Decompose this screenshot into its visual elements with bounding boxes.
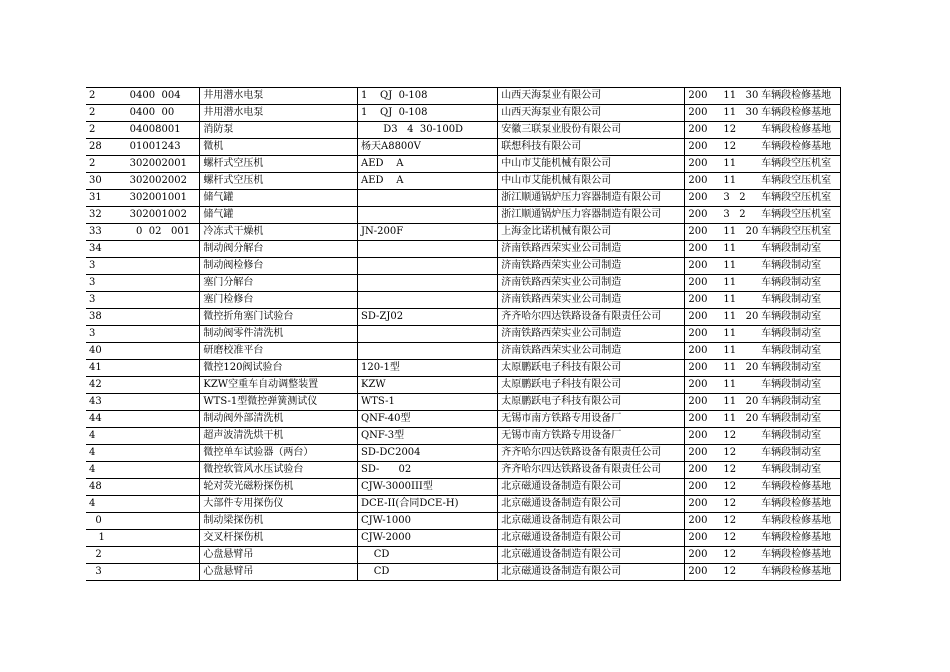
date-cell: 200 12 xyxy=(685,122,758,139)
model-cell: CJW-2000 xyxy=(357,530,497,547)
seq-cell: 2 xyxy=(86,105,127,122)
location-cell: 车辆段制动室 xyxy=(758,258,840,275)
location-cell: 车辆段制动室 xyxy=(758,360,840,377)
manufacturer-cell: 联想科技有限公司 xyxy=(498,139,685,156)
model-cell: CJW-3000III型 xyxy=(357,479,497,496)
code-cell xyxy=(127,411,200,428)
date-cell: 200 12 xyxy=(685,445,758,462)
name-cell: 交叉杆探伤机 xyxy=(200,530,358,547)
seq-cell: 38 xyxy=(86,309,127,326)
manufacturer-cell: 北京磁通设备制造有限公司 xyxy=(498,547,685,564)
date-cell: 200 12 xyxy=(685,428,758,445)
manufacturer-cell: 中山市艾能机械有限公司 xyxy=(498,173,685,190)
location-cell: 车辆段检修基地 xyxy=(758,547,840,564)
location-cell: 车辆段制动室 xyxy=(758,241,840,258)
table-row xyxy=(86,105,841,122)
table-row xyxy=(86,241,841,258)
seq-cell: 33 xyxy=(86,224,127,241)
manufacturer-cell: 太原鹏跃电子科技有限公司 xyxy=(498,377,685,394)
table-row xyxy=(86,360,841,377)
code-cell: 0400 00 xyxy=(127,105,200,122)
table-row xyxy=(86,462,841,479)
code-cell xyxy=(127,377,200,394)
model-cell: AED A xyxy=(357,173,497,190)
seq-cell: 2 xyxy=(86,547,127,564)
name-cell: 制动阀分解台 xyxy=(200,241,358,258)
manufacturer-cell: 北京磁通设备制造有限公司 xyxy=(498,479,685,496)
name-cell: 超声波清洗烘干机 xyxy=(200,428,358,445)
name-cell: WTS-1型微控弹簧测试仪 xyxy=(200,394,358,411)
location-cell: 车辆段制动室 xyxy=(758,377,840,394)
code-cell xyxy=(127,564,200,581)
location-cell: 车辆段制动室 xyxy=(758,394,840,411)
name-cell: 塞门分解台 xyxy=(200,275,358,292)
seq-cell: 0 xyxy=(86,513,127,530)
location-cell: 车辆段制动室 xyxy=(758,445,840,462)
code-cell xyxy=(127,343,200,360)
date-cell: 200 11 30 xyxy=(685,88,758,105)
table-row xyxy=(86,479,841,496)
code-cell xyxy=(127,428,200,445)
name-cell: 心盘悬臂吊 xyxy=(200,564,358,581)
location-cell: 车辆段检修基地 xyxy=(758,479,840,496)
name-cell: 井用潜水电泵 xyxy=(200,88,358,105)
model-cell: AED A xyxy=(357,156,497,173)
table-row xyxy=(86,173,841,190)
model-cell xyxy=(357,326,497,343)
date-cell: 200 11 20 xyxy=(685,224,758,241)
name-cell: 微控120阀试验台 xyxy=(200,360,358,377)
equipment-table xyxy=(86,87,841,581)
manufacturer-cell: 济南铁路西荣实业公司制造 xyxy=(498,326,685,343)
model-cell: SD-ZJ02 xyxy=(357,309,497,326)
name-cell: 螺杆式空压机 xyxy=(200,156,358,173)
manufacturer-cell: 山西天海泵业有限公司 xyxy=(498,105,685,122)
manufacturer-cell: 济南铁路西荣实业公司制造 xyxy=(498,258,685,275)
table-row xyxy=(86,394,841,411)
location-cell: 车辆段检修基地 xyxy=(758,139,840,156)
seq-cell: 34 xyxy=(86,241,127,258)
model-cell: QNF-3型 xyxy=(357,428,497,445)
date-cell: 200 11 xyxy=(685,156,758,173)
model-cell xyxy=(357,190,497,207)
table-row xyxy=(86,309,841,326)
seq-cell: 48 xyxy=(86,479,127,496)
date-cell: 200 11 30 xyxy=(685,105,758,122)
table-row xyxy=(86,411,841,428)
manufacturer-cell: 无锡市南方铁路专用设备厂 xyxy=(498,411,685,428)
manufacturer-cell: 浙江顺通锅炉压力容器制造有限公司 xyxy=(498,207,685,224)
date-cell: 200 12 xyxy=(685,496,758,513)
name-cell: 研磨校准平台 xyxy=(200,343,358,360)
name-cell: 储气罐 xyxy=(200,190,358,207)
date-cell: 200 11 xyxy=(685,377,758,394)
location-cell: 车辆段空压机室 xyxy=(758,207,840,224)
name-cell: 心盘悬臂吊 xyxy=(200,547,358,564)
manufacturer-cell: 北京磁通设备制造有限公司 xyxy=(498,496,685,513)
location-cell: 车辆段检修基地 xyxy=(758,530,840,547)
table-row xyxy=(86,88,841,105)
code-cell: 01001243 xyxy=(127,139,200,156)
date-cell: 200 11 xyxy=(685,343,758,360)
code-cell xyxy=(127,530,200,547)
code-cell xyxy=(127,258,200,275)
model-cell: SD- 02 xyxy=(357,462,497,479)
seq-cell: 32 xyxy=(86,207,127,224)
manufacturer-cell: 北京磁通设备制造有限公司 xyxy=(498,530,685,547)
location-cell: 车辆段空压机室 xyxy=(758,173,840,190)
date-cell: 200 11 xyxy=(685,292,758,309)
date-cell: 200 3 2 xyxy=(685,207,758,224)
code-cell xyxy=(127,241,200,258)
seq-cell: 43 xyxy=(86,394,127,411)
date-cell: 200 12 xyxy=(685,564,758,581)
table-row xyxy=(86,207,841,224)
date-cell: 200 12 xyxy=(685,479,758,496)
model-cell xyxy=(357,241,497,258)
location-cell: 车辆段检修基地 xyxy=(758,88,840,105)
location-cell: 车辆段检修基地 xyxy=(758,122,840,139)
table-row xyxy=(86,547,841,564)
model-cell: DCE-II(合同DCE-H) xyxy=(357,496,497,513)
location-cell: 车辆段空压机室 xyxy=(758,224,840,241)
model-cell: QNF-40型 xyxy=(357,411,497,428)
model-cell xyxy=(357,343,497,360)
model-cell: KZW xyxy=(357,377,497,394)
table-row xyxy=(86,428,841,445)
code-cell xyxy=(127,479,200,496)
manufacturer-cell: 无锡市南方铁路专用设备厂 xyxy=(498,428,685,445)
date-cell: 200 12 xyxy=(685,547,758,564)
model-cell: D3 4 30-100D xyxy=(357,122,497,139)
manufacturer-cell: 北京磁通设备制造有限公司 xyxy=(498,564,685,581)
location-cell: 车辆段制动室 xyxy=(758,343,840,360)
table-row xyxy=(86,156,841,173)
date-cell: 200 12 xyxy=(685,530,758,547)
code-cell xyxy=(127,394,200,411)
seq-cell: 4 xyxy=(86,462,127,479)
location-cell: 车辆段检修基地 xyxy=(758,564,840,581)
manufacturer-cell: 安徽三联泵业股份有限公司 xyxy=(498,122,685,139)
seq-cell: 44 xyxy=(86,411,127,428)
manufacturer-cell: 山西天海泵业有限公司 xyxy=(498,88,685,105)
date-cell: 200 11 20 xyxy=(685,411,758,428)
model-cell: SD-DC2004 xyxy=(357,445,497,462)
table-row xyxy=(86,530,841,547)
spreadsheet xyxy=(86,87,841,581)
date-cell: 200 11 20 xyxy=(685,360,758,377)
date-cell: 200 11 xyxy=(685,326,758,343)
name-cell: 微机 xyxy=(200,139,358,156)
manufacturer-cell: 中山市艾能机械有限公司 xyxy=(498,156,685,173)
manufacturer-cell: 浙江顺通锅炉压力容器制造有限公司 xyxy=(498,190,685,207)
code-cell xyxy=(127,275,200,292)
table-row xyxy=(86,190,841,207)
location-cell: 车辆段空压机室 xyxy=(758,156,840,173)
location-cell: 车辆段检修基地 xyxy=(758,513,840,530)
code-cell xyxy=(127,496,200,513)
location-cell: 车辆段检修基地 xyxy=(758,105,840,122)
code-cell xyxy=(127,326,200,343)
code-cell: 0 02 001 xyxy=(127,224,200,241)
manufacturer-cell: 太原鹏跃电子科技有限公司 xyxy=(498,394,685,411)
table-row xyxy=(86,513,841,530)
name-cell: 螺杆式空压机 xyxy=(200,173,358,190)
table-row xyxy=(86,445,841,462)
code-cell: 302002001 xyxy=(127,156,200,173)
name-cell: 消防泵 xyxy=(200,122,358,139)
manufacturer-cell: 上海金比诺机械有限公司 xyxy=(498,224,685,241)
seq-cell: 3 xyxy=(86,275,127,292)
location-cell: 车辆段制动室 xyxy=(758,411,840,428)
table-row xyxy=(86,377,841,394)
date-cell: 200 12 xyxy=(685,513,758,530)
code-cell: 302001002 xyxy=(127,207,200,224)
manufacturer-cell: 济南铁路西荣实业公司制造 xyxy=(498,292,685,309)
model-cell: 1 QJ 0-108 xyxy=(357,105,497,122)
table-row xyxy=(86,292,841,309)
model-cell xyxy=(357,292,497,309)
seq-cell: 40 xyxy=(86,343,127,360)
manufacturer-cell: 济南铁路西荣实业公司制造 xyxy=(498,275,685,292)
table-row xyxy=(86,224,841,241)
table-body xyxy=(86,88,841,581)
code-cell xyxy=(127,309,200,326)
code-cell: 302002002 xyxy=(127,173,200,190)
code-cell xyxy=(127,292,200,309)
manufacturer-cell: 北京磁通设备制造有限公司 xyxy=(498,513,685,530)
manufacturer-cell: 济南铁路西荣实业公司制造 xyxy=(498,343,685,360)
table-row xyxy=(86,326,841,343)
location-cell: 车辆段制动室 xyxy=(758,326,840,343)
table-row xyxy=(86,343,841,360)
manufacturer-cell: 齐齐哈尔四达铁路设备有限责任公司 xyxy=(498,309,685,326)
manufacturer-cell: 太原鹏跃电子科技有限公司 xyxy=(498,360,685,377)
location-cell: 车辆段检修基地 xyxy=(758,496,840,513)
location-cell: 车辆段制动室 xyxy=(758,309,840,326)
seq-cell: 3 xyxy=(86,326,127,343)
table-row xyxy=(86,564,841,581)
manufacturer-cell: 齐齐哈尔四达铁路设备有限责任公司 xyxy=(498,462,685,479)
name-cell: 井用潜水电泵 xyxy=(200,105,358,122)
seq-cell: 2 xyxy=(86,156,127,173)
model-cell: JN-200F xyxy=(357,224,497,241)
seq-cell: 41 xyxy=(86,360,127,377)
date-cell: 200 11 xyxy=(685,275,758,292)
seq-cell: 2 xyxy=(86,122,127,139)
code-cell: 04008001 xyxy=(127,122,200,139)
name-cell: 微控软管风水压试验台 xyxy=(200,462,358,479)
code-cell xyxy=(127,360,200,377)
date-cell: 200 11 xyxy=(685,258,758,275)
name-cell: 冷冻式干燥机 xyxy=(200,224,358,241)
table-row xyxy=(86,139,841,156)
manufacturer-cell: 济南铁路西荣实业公司制造 xyxy=(498,241,685,258)
name-cell: 微控折角塞门试验台 xyxy=(200,309,358,326)
code-cell xyxy=(127,547,200,564)
model-cell: 1 QJ 0-108 xyxy=(357,88,497,105)
seq-cell: 31 xyxy=(86,190,127,207)
name-cell: 储气罐 xyxy=(200,207,358,224)
seq-cell: 42 xyxy=(86,377,127,394)
code-cell: 0400 004 xyxy=(127,88,200,105)
seq-cell: 28 xyxy=(86,139,127,156)
location-cell: 车辆段制动室 xyxy=(758,275,840,292)
name-cell: 制动阀检修台 xyxy=(200,258,358,275)
location-cell: 车辆段制动室 xyxy=(758,428,840,445)
seq-cell: 3 xyxy=(86,292,127,309)
seq-cell: 2 xyxy=(86,88,127,105)
date-cell: 200 11 xyxy=(685,173,758,190)
model-cell xyxy=(357,275,497,292)
name-cell: 制动阀外部清洗机 xyxy=(200,411,358,428)
location-cell: 车辆段制动室 xyxy=(758,462,840,479)
model-cell: CD xyxy=(357,547,497,564)
name-cell: 制动梁探伤机 xyxy=(200,513,358,530)
model-cell: WTS-1 xyxy=(357,394,497,411)
manufacturer-cell: 齐齐哈尔四达铁路设备有限责任公司 xyxy=(498,445,685,462)
name-cell: 微控单车试验器（两台） xyxy=(200,445,358,462)
seq-cell: 4 xyxy=(86,445,127,462)
table-row xyxy=(86,275,841,292)
location-cell: 车辆段制动室 xyxy=(758,292,840,309)
model-cell xyxy=(357,207,497,224)
code-cell xyxy=(127,462,200,479)
seq-cell: 4 xyxy=(86,428,127,445)
location-cell: 车辆段空压机室 xyxy=(758,190,840,207)
model-cell: CD xyxy=(357,564,497,581)
seq-cell: 4 xyxy=(86,496,127,513)
date-cell: 200 3 2 xyxy=(685,190,758,207)
model-cell: CJW-1000 xyxy=(357,513,497,530)
date-cell: 200 11 20 xyxy=(685,309,758,326)
table-row xyxy=(86,258,841,275)
date-cell: 200 12 xyxy=(685,139,758,156)
date-cell: 200 12 xyxy=(685,462,758,479)
model-cell xyxy=(357,258,497,275)
name-cell: 轮对荧光磁粉探伤机 xyxy=(200,479,358,496)
code-cell xyxy=(127,513,200,530)
table-row xyxy=(86,496,841,513)
model-cell: 120-1型 xyxy=(357,360,497,377)
date-cell: 200 11 20 xyxy=(685,394,758,411)
name-cell: KZW空重车自动调整装置 xyxy=(200,377,358,394)
model-cell: 杨天A8800V xyxy=(357,139,497,156)
seq-cell: 30 xyxy=(86,173,127,190)
name-cell: 大部件专用探伤仪 xyxy=(200,496,358,513)
seq-cell: 3 xyxy=(86,564,127,581)
name-cell: 塞门检修台 xyxy=(200,292,358,309)
code-cell xyxy=(127,445,200,462)
date-cell: 200 11 xyxy=(685,241,758,258)
name-cell: 制动阀零件清洗机 xyxy=(200,326,358,343)
seq-cell: 1 xyxy=(86,530,127,547)
table-row xyxy=(86,122,841,139)
code-cell: 302001001 xyxy=(127,190,200,207)
seq-cell: 3 xyxy=(86,258,127,275)
